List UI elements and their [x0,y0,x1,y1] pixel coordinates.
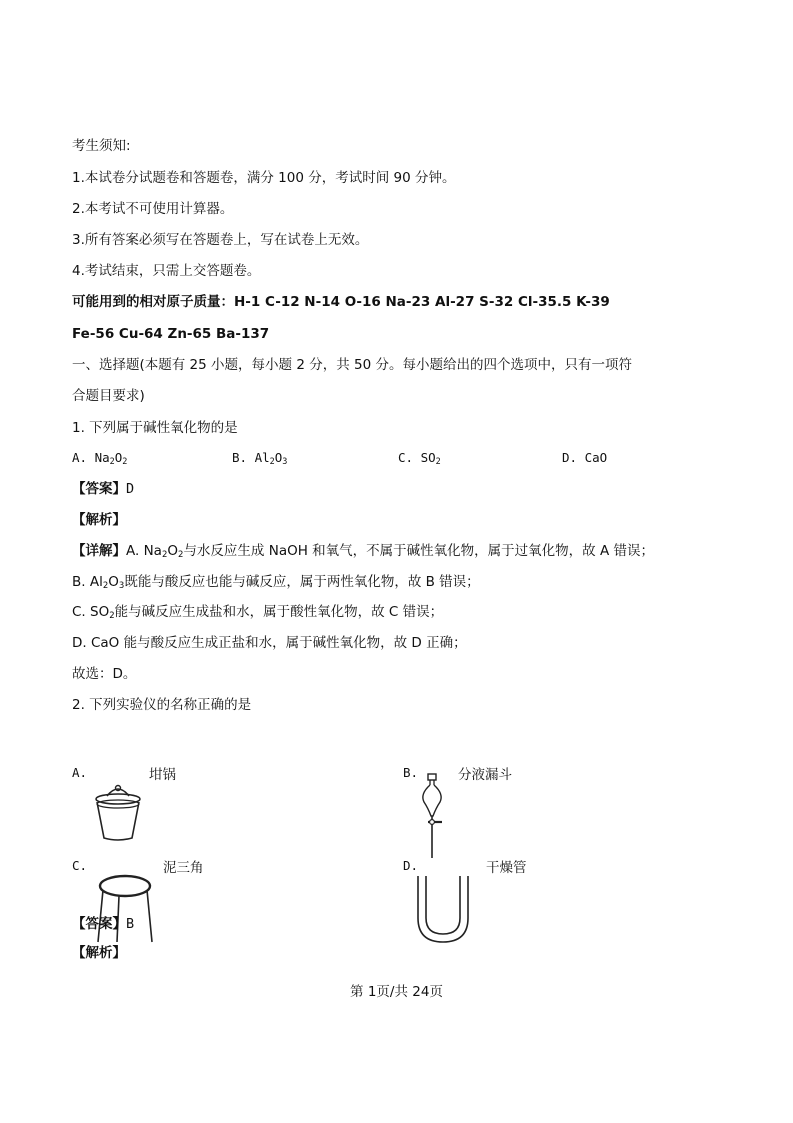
question-1-answer: 【答案】D [72,481,135,497]
option-c-label: C. [72,858,88,873]
option-b-label: B. [403,765,419,780]
u-tube-figure [414,874,474,946]
section-heading-line-2: 合题目要求) [72,388,145,404]
section-heading-line-1: 一、选择题(本题有 25 小题，每小题 2 分，共 50 分。每小题给出的四个选项中，只有一项符 [72,357,632,373]
notice-item-1: 1.本试卷分试题卷和答题卷，满分 100 分，考试时间 90 分钟。 [72,170,456,186]
atomic-mass-line-2: Fe-56 Cu-64 Zn-65 Ba-137 [72,326,270,342]
notice-heading: 考生须知: [72,138,131,154]
option-d-label: D. [403,858,419,873]
notice-item-2: 2.本考试不可使用计算器。 [72,201,234,217]
question-1-detail-c: C. $SO_2$能与碱反应生成盐和水，属于酸性氧化物，故 C 错误； [72,604,444,621]
question-2-analysis-tag: 【解析】 [72,945,126,961]
question-1-analysis-tag: 【解析】 [72,512,126,528]
option-c: C. $SO_2$ [398,450,441,467]
option-a: A. $Na_2O_2$ [72,450,128,467]
question-2-stem: 2. 下列实验仪的名称正确的是 [72,697,252,713]
option-b-name: 分液漏斗 [458,767,512,783]
option-c-name: 泥三角 [163,860,204,876]
notice-item-3: 3.所有答案必须写在答题卷上，写在试卷上无效。 [72,232,369,248]
question-2-answer: 【答案】B [72,916,135,932]
atomic-mass-line-1: 可能用到的相对原子质量：H-1 C-12 N-14 O-16 Na-23 Al-27 S-32 Cl-35.5 K-39 [72,294,610,310]
question-1-options [72,450,752,470]
option-a-name: 坩锅 [149,767,176,783]
option-d: D. CaO [562,450,608,465]
question-1-conclusion: 故选：D。 [72,666,137,682]
question-1-detail-b: B. $Al_2O_3$既能与酸反应也能与碱反应，属于两性氧化物，故 B 错误； [72,574,480,591]
crucible-figure [90,782,150,844]
page-footer: 第 1页/共 24页 [350,984,443,1000]
option-a-label: A. [72,765,88,780]
option-d-name: 干燥管 [486,860,527,876]
question-1-stem: 1. 下列属于碱性氧化物的是 [72,420,238,436]
option-b: B. $Al_2O_3$ [232,450,288,467]
notice-item-4: 4.考试结束，只需上交答题卷。 [72,263,261,279]
question-1-detail-a: 【详解】A. $Na_2O_2$与水反应生成 NaOH 和氧气，不属于碱性氧化物，属于过氧化物，故 A 错误； [72,543,654,560]
question-1-detail-d: D. CaO 能与酸反应生成正盐和水，属于碱性氧化物，故 D 正确； [72,635,467,651]
separatory-funnel-figure [418,772,448,862]
